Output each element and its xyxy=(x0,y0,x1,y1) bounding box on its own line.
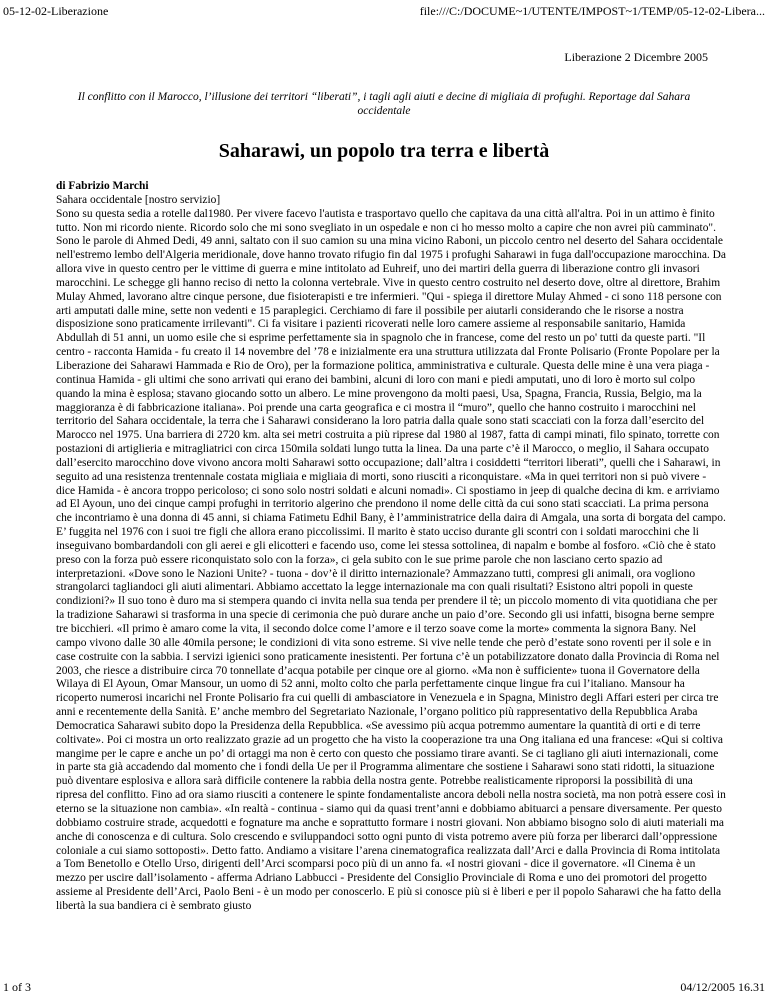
source-line: Liberazione 2 Dicembre 2005 xyxy=(564,50,708,64)
print-header-url: file:///C:/DOCUME~1/UTENTE/IMPOST~1/TEMP/05-12-02-Libera... xyxy=(419,4,765,18)
article-title: Saharawi, un popolo tra terra e libertà xyxy=(218,140,550,162)
byline: di Fabrizio Marchi xyxy=(56,180,149,192)
print-footer-timestamp: 04/12/2005 16.31 xyxy=(680,980,765,994)
dateline: Sahara occidentale [nostro servizio] xyxy=(56,193,221,206)
article-subtitle: Il conflitto con il Marocco, l’illusione dei territori “liberati”, i tagli agli aiuti e decine di migliaia di profughi. Reportage dal Sahara occidentale xyxy=(77,91,691,117)
print-footer-page: 1 of 3 xyxy=(3,980,31,994)
article-body: Sono su questa sedia a rotelle dal1980. Per vivere facevo l'autista e trasportavo quello che capitava da una città all'altra. Poi in un attimo è finito tutto. Non mi ricordo niente. Ricordo solo che mi sono svegliato in un ospedale e non ci ho messo molto a capire che non avrei più camminato". Sono le parole di Ahmed Dedi, 49 anni, saltato con il suo camion su una mina vicino Raboni, un piccolo centro nel deserto del Sahara occidentale nell'estremo lembo dell'Algeria meridionale, dove hanno trovato rifugio fin dal 1975 i profughi Saharawi in fuga dall'occupazione marocchina. Da allora vive in questo centro per le vittime di guerra e mine intitolato ad Euhreif, uno dei martiri della guerra di liberazione contro gli invasori marocchini. Le schegge gli hanno reciso di netto la colonna vertebrale. Vive in questo centro costruito nel deserto dove, oltre al direttore, Brahim Mulay Ahmed, lavorano altre cinque persone, due fisioterapisti e tre infermieri. "Qui - spiega il direttore Mulay Ahmed - ci sono 118 persone con arti amputati dalle mine, sette non vedenti e 15 paraplegici. Cerchiamo di fare il possibile per aiutarli considerando che le risorse a nostra disposizione sono praticamente irrilevanti". Ci fa visitare i pazienti ricoverati nelle loro camere assieme al responsabile sanitario, Hamida Abdullah di 51 anni, un uomo esile che si esprime perfettamente sia in spagnolo che in francese, come del resto un po' tutti da queste parti. "Il centro - racconta Hamida - fu creato il 14 novembre del ’78 e inizialmente era una struttura utilizzata dal Fronte Polisario (Fronte Popolare per la Liberazione dei Saharawi Hammada e Rio de Oro), per la formazione politica, amministrativa e culturale. Questa delle mine è una vera piaga - continua Hamida - gli ultimi che sono arrivati qui erano dei bambini, alcuni di loro con mani e piedi amputati, uno di loro è morto sul colpo quando la mina è esplosa; stavano giocando sotto un albero. Le mine provengono da molti paesi, Usa, Spagna, Francia, Russia, Belgio, ma la maggioranza è di fabbricazione italiana». Poi prende una carta geografica e ci mostra il “muro”, quello che hanno costruito i marocchini nel territorio del Sahara occidentale, la terra che i Saharawi considerano la loro patria dalla quale sono stati scacciati con la forza dall’esercito del Marocco nel 1975. Una barriera di 2720 km. alta sei metri costruita a più riprese dal 1980 al 1987, fatta di campi minati, filo spinato, torrette con postazioni di artiglieria e mitragliatrici con circa 150mila soldati lungo tutta la linea. Da una parte c’è il Marocco, o meglio, il Sahara occupato dall’esercito marocchino dove vivono ancora molti Saharawi sotto occupazione; dall’altra i cosiddetti “territori liberati”, quelli che i Saharawi, in seguito ad una resistenza trentennale costata migliaia e migliaia di morti, sono riusciti a riconquistare. «Ma in quei territori non si può vivere - dice Hamida - è ancora troppo pericoloso; ci sono solo nostri soldati e alcuni nomadi». Ci spostiamo in jeep di qualche decina di km. e arriviamo ad El Ayoun, uno dei cinque campi profughi in territorio algerino che prendono il nome delle città da cui sono stati scacciati. La prima persona che incontriamo è una donna di 45 anni, si chiama Fatimetu Edhil Bany, è l’amministratrice della daira di Amgala, una sorta di borgata del campo. E’ fuggita nel 1976 con i suoi tre figli che allora erano piccolissimi. Il marito è stato ucciso durante gli scontri con i soldati marocchini che li inseguivano bombardandoli con gli aerei e gli elicotteri e facendo uso, come lei stessa sottolinea, di napalm e bombe al fosforo. «Ciò che è stato preso con la forza può essere riconquistato solo con la forza», ci gela subito con le sue prime parole che non lasciano certo spazio ad interpretazioni. «Dove sono le Nazioni Unite? - tuona - dov’è il diritto internazionale? Ammazzano tutti, compresi gli animali, ora vogliono strangolarci tagliandoci gli aiuti alimentari. Abbiamo accettato la legge internazionale ma con quali risultati? Esistono altri popoli in queste condizioni?» Il suo tono è duro ma si stempera quando ci invita nella sua tenda per prendere il tè; un piccolo momento di vita quotidiana che per la tradizione Saharawi si trasforma in una specie di cerimonia che può durare anche un paio d’ore. Secondo gli usi infatti, bisogna berne sempre tre bicchieri. «Il primo è amaro come la vita, il secondo dolce come l’amore e il terzo soave come la morte» commenta la signora Bany. Nel campo vivono dalle 30 alle 40mila persone; le condizioni di vita sono estreme. Si vive nelle tende che però d’estate sono roventi per il sole e in case costruite con la sabbia. I servizi igienici sono praticamente inesistenti. Per fortuna c’è un potabilizzatore donato dalla Provincia di Roma nel 2003, che riesce a distribuire circa 70 tonnellate d’acqua potabile per cinque ore al giorno. «Ma non è sufficiente» tuona il Governatore della Wilaya di El Ayoun, Omar Mansour, un uomo di 52 anni, molto colto che parla perfettamente cinque lingue fra cui l’italiano. Mansour ha ricoperto numerosi incarichi nel Fronte Polisario fra cui quelli di ambasciatore in Venezuela e in Spagna, Ministro degli Affari esteri per circa tre anni e recentemente della Sanità. E’ anche membro del Segretariato Nazionale, l’organo politico più rappresentativo della Repubblica Araba Democratica Saharawi subito dopo la Presidenza della Repubblica. «Se avessimo più acqua potremmo aumentare la quantità di orti e di terre coltivate». Poi ci mostra un orto realizzato grazie ad un progetto che ha visto la cooperazione tra una Ong italiana ed una francese: «Qui si coltiva mangime per le capre e anche un po’ di ortaggi ma non è certo con questo che possiamo tirare avanti. Se ci tagliano gli aiuti internazionali, come in parte sta già accadendo dal momento che i fondi della Ue per il Programma alimentare che sostiene i Saharawi sono stati ridotti, la situazione può diventare esplosiva e allora sarà difficile contenere la rabbia della nostra gente. Potrebbe realisticamente riproporsi la possibilità di una ripresa del conflitto. Fino ad ora siamo riusciti a contenere le spinte fondamentaliste ancora deboli nella nostra società, ma non potrà essere così in eterno se la situazione non cambia». «In realtà - continua - siamo qui da quasi trent’anni e dobbiamo abituarci a pensare diversamente. Per questo dobbiamo costruire strade, acquedotti e fognature ma anche e soprattutto formare i nostri giovani. Non abbiamo bisogno solo di aiuti materiali ma anche di conoscenza e di cultura. Solo crescendo e sviluppandoci sotto ogni punto di vista potremo avere più forza per liberarci dall’oppressione coloniale a cui siamo sottoposti». Detto fatto. Andiamo a visitare l’arena cinematografica realizzata dall’Arci e dalla Provincia di Roma intitolata a Tom Benetollo e Otello Urso, dirigenti dell’Arci scomparsi poco più di un anno fa. «I nostri giovani - dice il governatore. «Il Cinema è un mezzo per uscire dall’isolamento - afferma Adriano Labbucci - Presidente del Consiglio Provinciale di Roma e uno dei promotori del progetto assieme al Presidente dell’Arci, Paolo Beni - è un modo per conoscerlo. E più si conosce più si è liberi e per il popolo Saharawi che ha fatto della libertà la sua bandiera ci è sembrato giusto xyxy=(56,207,726,912)
article xyxy=(56,180,726,914)
print-header-title: 05-12-02-Liberazione xyxy=(3,4,109,18)
